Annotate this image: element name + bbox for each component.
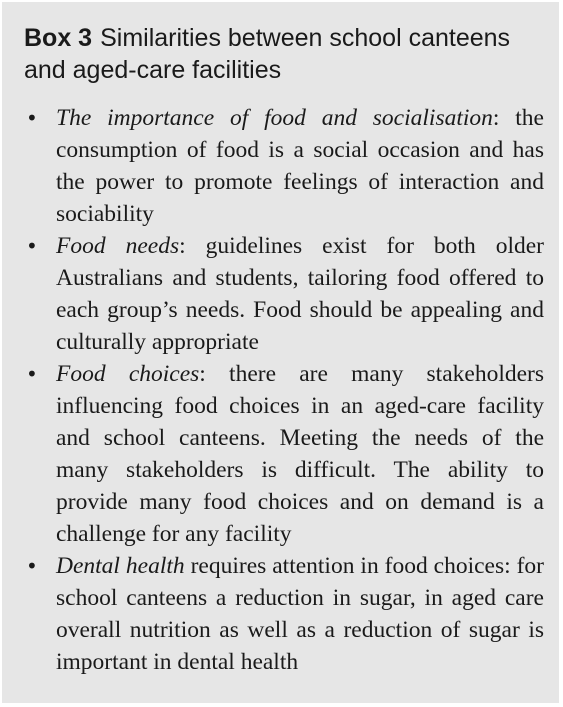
- bullet-icon: •: [26, 234, 38, 258]
- list-item: [24, 358, 544, 550]
- box-label: Box 3: [24, 24, 93, 52]
- list-item: [24, 550, 544, 678]
- item-body: requires attention in food choices: for school canteens a reduction in sugar, in aged care overall nutrition as well as a reduction of sugar is important in dental health: [56, 553, 544, 675]
- info-box: [2, 2, 559, 703]
- item-body: : the consumption of food is a social occasion and has the power to promote feelings of interaction and sociability: [56, 105, 544, 227]
- list-item: [24, 230, 544, 358]
- item-lead: Food needs: [56, 233, 180, 259]
- item-lead: The importance of food and socialisation: [56, 105, 493, 131]
- bullet-list: [24, 102, 544, 678]
- box-title: [24, 22, 544, 86]
- box-heading: Similarities between school canteens and aged-care facilities: [24, 24, 511, 84]
- list-item: [24, 102, 544, 230]
- bullet-icon: •: [26, 106, 38, 130]
- item-body: : there are many stakeholders influencing food choices in an aged-care facility and school canteens. Meeting the needs of the many stakeholders is difficult. The ability to provide many food choices and on demand is a challenge for any facility: [56, 361, 545, 547]
- item-lead: Food choices: [56, 361, 200, 387]
- item-body: : guidelines exist for both older Australians and students, tailoring food offered to each group’s needs. Food should be appealing and culturally appropriate: [56, 233, 544, 355]
- item-lead: Dental health: [56, 553, 185, 579]
- bullet-icon: •: [26, 362, 38, 386]
- bullet-icon: •: [26, 554, 38, 578]
